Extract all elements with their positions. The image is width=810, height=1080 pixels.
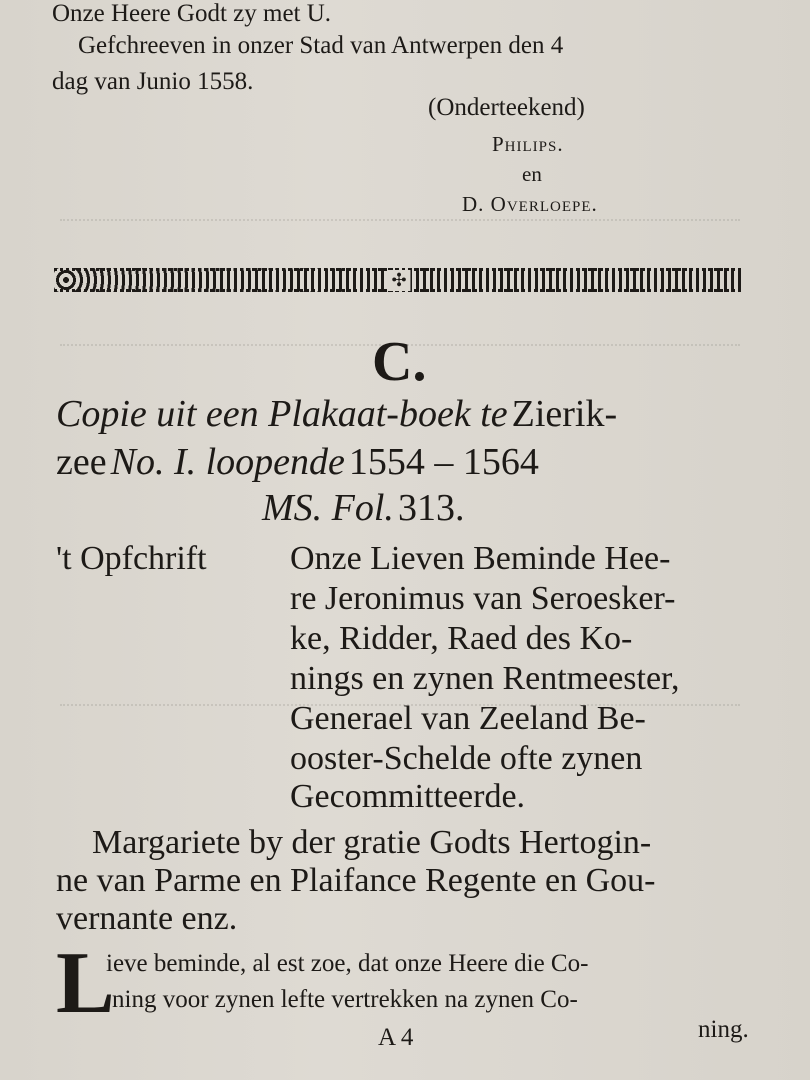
heading-folio-number: 313.	[397, 487, 465, 529]
closing-line: Onze Heere Godt zy met U.	[52, 0, 332, 27]
letter-line: ieve beminde, al est zoe, dat onze Heere die Co-	[106, 950, 589, 977]
margariete-line: ne van Parme en Plaifance Regente en Gou-	[56, 862, 656, 899]
signature-overloepe: D. Overloepe.	[462, 192, 598, 216]
opschrift-line: re Jeronimus van Seroesker-	[290, 580, 676, 617]
ornament-center-glyph: ✣	[387, 270, 410, 291]
heading-italic-part: MS. Fol.	[262, 487, 394, 529]
opschrift-label: 't Opfchrift	[56, 540, 207, 577]
heading-line-1	[56, 392, 617, 436]
dated-line: Gefchreeven in onzer Stad van Antwerpen den 4	[78, 32, 564, 59]
margariete-line: Margariete by der gratie Godts Hertogin-	[92, 824, 652, 861]
ornamental-divider	[54, 268, 744, 292]
heading-italic-part: No. I. loopende	[110, 441, 345, 483]
date-line: dag van Junio 1558.	[52, 68, 254, 95]
heading-roman-part: Zierik-	[511, 393, 618, 435]
opschrift-line: Gecommitteerde.	[290, 778, 526, 815]
heading-roman-part: zee	[56, 441, 107, 483]
heading-line-3	[262, 486, 464, 530]
bleed-through-texture	[60, 205, 740, 221]
signature-philips: Philips.	[492, 132, 564, 156]
opschrift-line: ooster-Schelde ofte zynen	[290, 740, 643, 777]
margariete-line: vernante enz.	[56, 900, 238, 937]
opschrift-line: Generael van Zeeland Be-	[290, 700, 646, 737]
drop-cap-letter: L	[56, 935, 115, 1032]
signed-label: (Onderteekend)	[428, 94, 585, 121]
signature-mark: A 4	[378, 1024, 414, 1051]
heading-line-2	[56, 440, 539, 484]
catchword: ning.	[698, 1016, 749, 1043]
opschrift-line: ke, Ridder, Raed des Ko-	[290, 620, 633, 657]
section-letter: C.	[372, 331, 427, 393]
letter-line: ning voor zynen lefte vertrekken na zynen Co-	[112, 986, 578, 1013]
heading-years: 1554 – 1564	[348, 441, 539, 483]
heading-italic-part: Copie uit een Plakaat-boek te	[56, 393, 508, 435]
opschrift-line: Onze Lieven Beminde Hee-	[290, 540, 671, 577]
opschrift-line: nings en zynen Rentmeester,	[290, 660, 680, 697]
and-word: en	[522, 162, 542, 186]
